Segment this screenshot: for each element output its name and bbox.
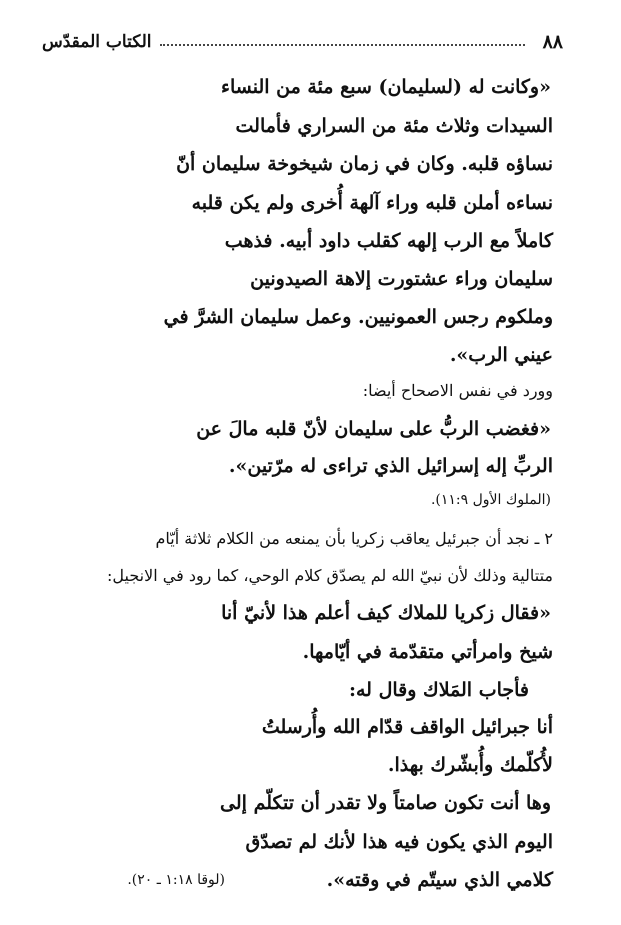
quote-line: أنا جبرائيل الواقف قدّام الله وأُرسلتُ bbox=[261, 716, 553, 738]
page-number: ٨٨ bbox=[542, 31, 563, 53]
quote-line: كاملاً مع الرب إلهه كقلب داود أبيه. فذهب bbox=[224, 230, 553, 252]
body-text-line: ٢ ـ نجد أن جبرئيل يعاقب زكريا بأن يمنعه من الكلام ثلاثة أيّام bbox=[155, 529, 553, 548]
quote-line: السيدات وثلاث مئة من السراري فأمالت bbox=[235, 115, 553, 137]
quote-line: «فغضب الربُّ على سليمان لأنّ قلبه مالَ عن bbox=[196, 418, 551, 440]
quote-line: سليمان وراء عشتورت إلاهة الصيدونين bbox=[250, 268, 553, 290]
running-title: الكتاب المقدّس bbox=[42, 32, 152, 52]
quote-line: نساءه أملن قلبه وراء آلهة أُخرى ولم يكن قلبه bbox=[191, 192, 553, 214]
quote-line: عيني الرب». bbox=[449, 344, 553, 366]
page-header bbox=[42, 28, 563, 56]
body-text-line: متتالية وذلك لأن نبيّ الله لم يصدّق كلام الوحي، كما رود في الانجيل: bbox=[106, 566, 553, 585]
quote-line: اليوم الذي يكون فيه هذا لأنك لم تصدّق bbox=[245, 831, 553, 853]
body-text-line: وورد في نفس الاصحاح أيضا: bbox=[362, 381, 553, 400]
quote-line: وها أنت تكون صامتاً ولا تقدر أن تتكلّم إلى bbox=[220, 792, 551, 814]
quote-line: شيخ وامرأتي متقدّمة في أيّامها. bbox=[302, 641, 553, 663]
quote-line: لأُكلّمك وأُبشّرك بهذا. bbox=[387, 754, 553, 776]
quote-line: «وكانت له (لسليمان) سبع مئة من النساء bbox=[221, 76, 551, 98]
header-leader-dots bbox=[160, 44, 525, 46]
quote-line: وملكوم رجس العمونيين. وعمل سليمان الشرَّ في bbox=[163, 306, 553, 328]
citation: (الملوك الأول ١١:٩). bbox=[430, 492, 551, 508]
quote-line: الربِّ إله إسرائيل الذي تراءى له مرّتين». bbox=[228, 455, 553, 477]
quote-line: كلامي الذي سيتّم في وقته». bbox=[326, 869, 553, 891]
quote-line: نساؤه قلبه. وكان في زمان شيخوخة سليمان أنّ bbox=[176, 153, 553, 175]
citation: (لوقا ١:١٨ ـ ٢٠). bbox=[127, 872, 225, 888]
quote-line: فأجاب المَلاك وقال له: bbox=[348, 679, 529, 701]
quote-line: «فقال زكريا للملاك كيف أعلم هذا لأنيّ أنا bbox=[221, 602, 551, 624]
